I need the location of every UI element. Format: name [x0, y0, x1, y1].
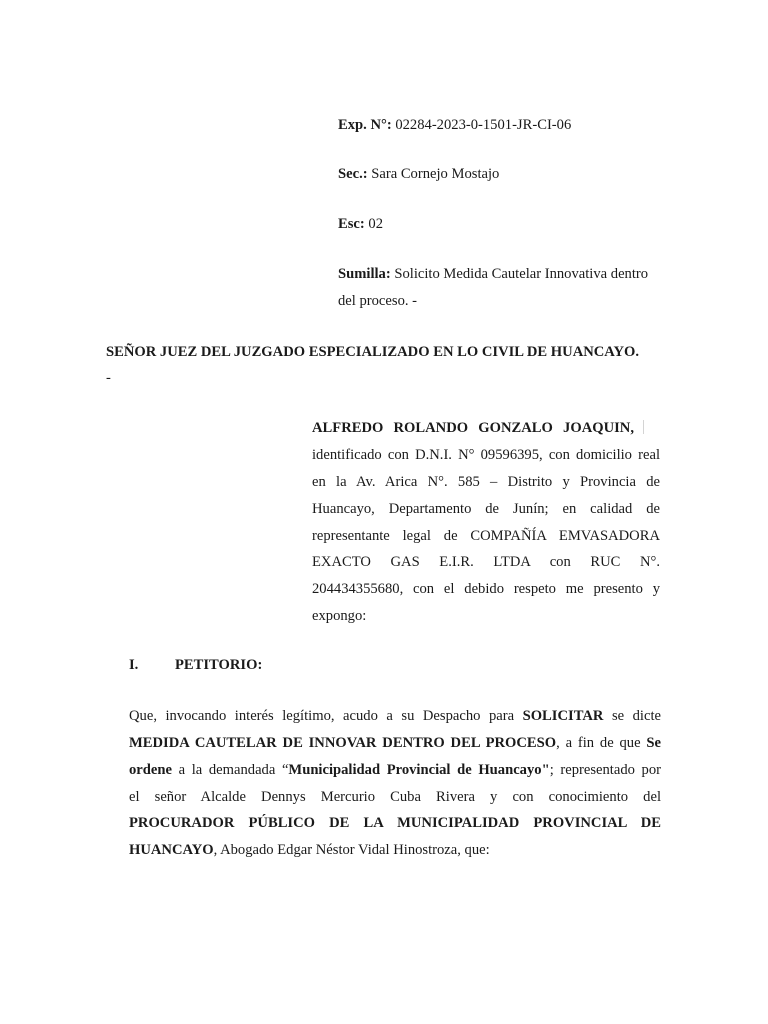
paragraph-text: ; representado por — [549, 762, 662, 778]
paragraph-text: , a fin de que — [556, 735, 647, 751]
expediente-label: Exp. N°: — [338, 117, 392, 133]
party-line: EXACTO GAS E.I.R. LTDA con RUC N°. — [312, 554, 660, 570]
sumilla-line — [338, 264, 648, 284]
expediente-value: 02284-2023-0-1501-JR-CI-06 — [391, 117, 572, 133]
party-line: en la Av. Arica N°. 585 – Distrito y Provincia de — [312, 474, 660, 490]
expediente-line — [338, 115, 571, 135]
paragraph-bold: Municipalidad Provincial de Huancayo" — [288, 762, 550, 778]
paragraph-bold: MEDIDA CAUTELAR DE INNOVAR DENTRO DEL PROCESO — [129, 735, 557, 751]
party-line: identificado con D.N.I. N° 09596395, con domicilio real — [312, 447, 660, 463]
secretario-label: Sec.: — [338, 166, 368, 182]
addressee-heading: SEÑOR JUEZ DEL JUZGADO ESPECIALIZADO EN LO CIVIL DE HUANCAYO. — [106, 344, 640, 360]
sumilla-label: Sumilla: — [338, 266, 391, 282]
escrito-label: Esc: — [338, 216, 365, 232]
paragraph-bold: Se — [646, 735, 661, 751]
paragraph-bold: HUANCAYO — [129, 842, 214, 858]
party-name: ALFREDO ROLANDO GONZALO JOAQUIN, — [312, 420, 634, 436]
paragraph-line — [129, 733, 661, 753]
paragraph-line — [129, 706, 661, 726]
escrito-line — [338, 214, 383, 234]
secretario-line — [338, 164, 499, 184]
party-line: representante legal de COMPAÑÍA EMVASADORA — [312, 528, 660, 544]
addressee-dash: - — [106, 370, 111, 386]
paragraph-line — [129, 840, 661, 860]
sumilla-line-2 — [338, 291, 417, 311]
party-line: Huancayo, Departamento de Junín; en calidad de — [312, 501, 660, 517]
paragraph-text: a la demandada “ — [171, 762, 289, 778]
secretario-value: Sara Cornejo Mostajo — [367, 166, 500, 182]
party-line: 204434355680, con el debido respeto me presento y — [312, 581, 660, 597]
paragraph-line: PROCURADOR PÚBLICO DE LA MUNICIPALIDAD PROVINCIAL DE — [129, 815, 661, 831]
section-title: PETITORIO: — [175, 657, 263, 673]
paragraph-text: se dicte — [603, 708, 661, 724]
paragraph-text: , Abogado Edgar Néstor Vidal Hinostroza, que: — [213, 842, 490, 858]
sumilla-value-continued: del proceso. - — [338, 293, 418, 309]
paragraph-text: Que, invocando interés legítimo, acudo a su Despacho para — [129, 708, 523, 724]
escrito-value: 02 — [364, 216, 384, 232]
paragraph-bold: SOLICITAR — [522, 708, 604, 724]
paragraph-bold: ordene — [129, 762, 172, 778]
sumilla-value: Solicito Medida Cautelar Innovativa dentro — [390, 266, 649, 282]
section-number: I. — [129, 657, 139, 673]
faint-mark — [643, 420, 647, 434]
party-line: expongo: — [312, 608, 367, 624]
paragraph-line: el señor Alcalde Dennys Mercurio Cuba Rivera y con conocimiento del — [129, 789, 661, 805]
paragraph-line — [129, 760, 661, 780]
